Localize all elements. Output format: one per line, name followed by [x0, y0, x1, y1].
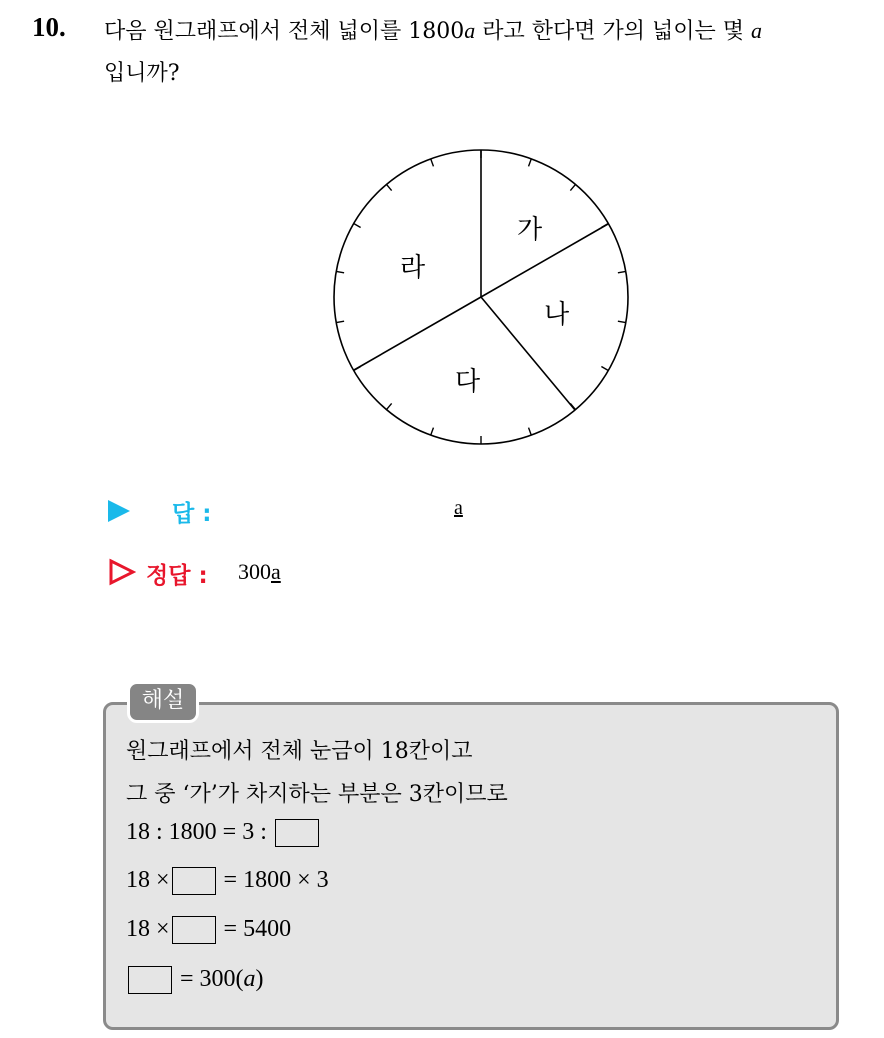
pie-tick — [431, 428, 434, 436]
pie-tick — [431, 159, 434, 167]
question-text-part: 라고 한다면 가의 넓이는 몇 — [475, 19, 751, 44]
correct-answer-unit: a — [271, 559, 281, 584]
pie-tick — [336, 321, 344, 322]
correct-answer-value — [238, 559, 281, 585]
blank-box — [172, 916, 216, 944]
pie-chart — [330, 148, 632, 450]
blank-box — [275, 819, 319, 847]
pie-tick — [387, 184, 392, 190]
pie-tick — [336, 271, 344, 272]
pie-tick — [570, 184, 575, 190]
question-text-part: 다음 원그래프에서 전체 넓이를 1800 — [104, 19, 465, 44]
solution-equation2 — [126, 863, 329, 897]
question-number: 10. — [32, 12, 66, 42]
solution-tab: 해설 — [127, 681, 199, 723]
pie-label-na: 나 — [544, 300, 570, 330]
pie-label-da: 다 — [455, 367, 481, 397]
question-variable: a — [750, 18, 762, 43]
question-text-line2: 입니까? — [104, 61, 180, 86]
equation-text: = 300( — [180, 966, 244, 992]
solution-line1: 원그래프에서 전체 눈금이 18칸이고 — [126, 739, 473, 764]
pie-label-ga: 가 — [517, 215, 543, 245]
question-text-line1 — [104, 14, 762, 45]
pie-divider-ga-na — [481, 224, 608, 297]
equation-text: 18 × — [126, 916, 170, 942]
equation-text: 18 × — [126, 867, 170, 893]
equation-variable: a — [243, 966, 256, 992]
pie-tick — [354, 224, 361, 228]
solution-equation3 — [126, 912, 291, 946]
answer-label: 답 : — [172, 501, 212, 527]
equation-text: = 1800 × 3 — [223, 867, 329, 893]
pie-divider-da-ra — [354, 297, 481, 370]
correct-answer-label: 정답 : — [146, 563, 208, 589]
play-triangle-icon — [108, 500, 130, 522]
question-variable: a — [464, 18, 476, 43]
correct-answer-number: 300 — [238, 559, 271, 584]
solution-equation4 — [126, 962, 264, 996]
solution-line2: 그 중 ‘가’가 차지하는 부분은 3칸이므로 — [126, 782, 508, 807]
outline-triangle-icon — [108, 558, 136, 586]
equation-text: ) — [255, 966, 264, 992]
pie-tick — [529, 428, 532, 436]
answer-row — [108, 495, 212, 527]
pie-label-ra: 라 — [400, 253, 426, 283]
pie-tick — [601, 367, 608, 371]
equation-text: 18 : 1800 = 3 : — [126, 819, 267, 845]
pie-tick — [618, 271, 626, 272]
pie-tick — [618, 321, 626, 322]
pie-tick — [529, 159, 532, 167]
pie-tick — [387, 403, 392, 409]
blank-box — [172, 867, 216, 895]
solution-equation1 — [126, 815, 321, 849]
answer-unit: a — [454, 497, 463, 519]
blank-box — [128, 966, 172, 994]
equation-text: = 5400 — [223, 916, 292, 942]
